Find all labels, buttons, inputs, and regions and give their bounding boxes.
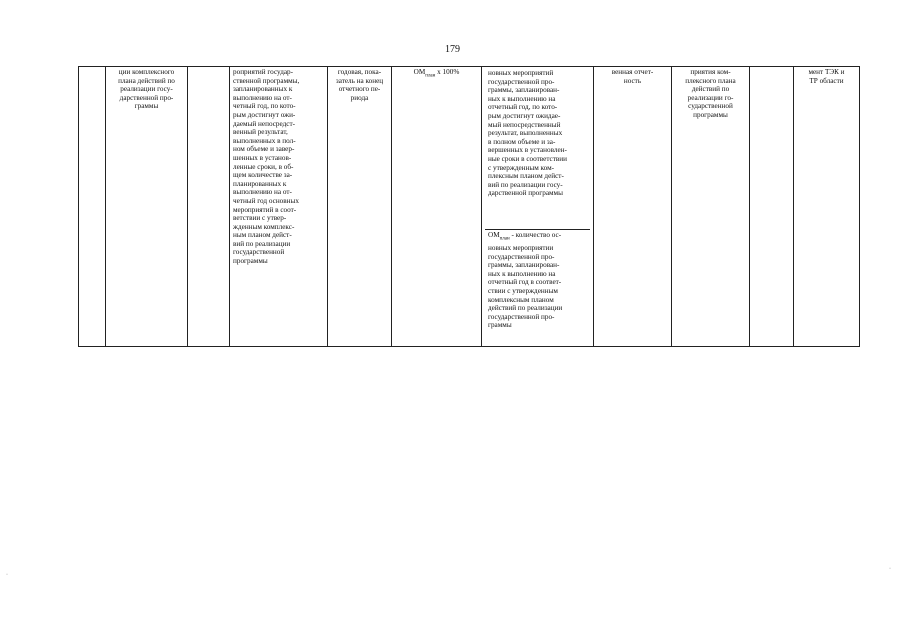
cell-empty bbox=[188, 67, 230, 347]
variable-description-planned bbox=[485, 230, 590, 330]
variable-subscript: план bbox=[499, 236, 510, 242]
formula-suffix: x 100% bbox=[435, 68, 460, 76]
cell-indicator-definition: роприятий государ- ственной программы, запланированных к выполнению на от- четный год, по кото- рым достигнут ожи- даемый непосредст- венный результат, выполненных в пол- ном объеме и завер- шенных в установ- ленные сроки, в об- щем количестве за- планированных к выполнению на от- четный год основных мероприятий в соот- ветствии с утвер- жденным комплекс- ным планом дейст- вий по реализации государственной программы bbox=[230, 67, 328, 347]
scan-mark-right: · bbox=[889, 566, 891, 572]
variable-description-executed: новных мероприятий государственной про- граммы, запланирован- ных к выполнению на отчетный год, по кото- рым достигнут ожидае- мый непосредственный результат, выполненных в полном объеме и за- вершенных в установлен- ные сроки в соответствии с утвержденным ком- плексным планом дейст- вий по реализации госу- дарственной программы bbox=[485, 68, 590, 230]
cell-task-name: ции комплексного плана действий по реализации госу- дарственной про- граммы bbox=[106, 67, 188, 347]
cell-formula bbox=[392, 67, 482, 347]
cell-number bbox=[79, 67, 106, 347]
program-indicator-table bbox=[78, 66, 860, 347]
cell-data-source: венная отчет- ность bbox=[594, 67, 672, 347]
table-row bbox=[79, 67, 860, 347]
cell-empty-2 bbox=[750, 67, 794, 347]
cell-formula-variables bbox=[482, 67, 594, 347]
cell-periodicity: годовая, пока- затель на конец отчетного пе- риода bbox=[328, 67, 392, 347]
page-number: 179 bbox=[445, 44, 460, 55]
formula-subscript: план bbox=[425, 73, 436, 79]
formula-prefix: ОМ bbox=[413, 68, 426, 76]
cell-source-document: приятия ком- плексного плана действий по реализации го- сударственной программы bbox=[672, 67, 750, 347]
variable-text: - количество ос- новных мероприятии государственной про- граммы, запланирован- ных к выполнению на отчетный год в соответ- ствии с утвержденным комплексным планом действий по реализации государственной про- граммы bbox=[488, 231, 563, 330]
variable-prefix: ОМ bbox=[488, 231, 500, 239]
cell-responsible: мент ТЭК и ТР области bbox=[794, 67, 860, 347]
scan-mark-left: · bbox=[6, 572, 8, 578]
